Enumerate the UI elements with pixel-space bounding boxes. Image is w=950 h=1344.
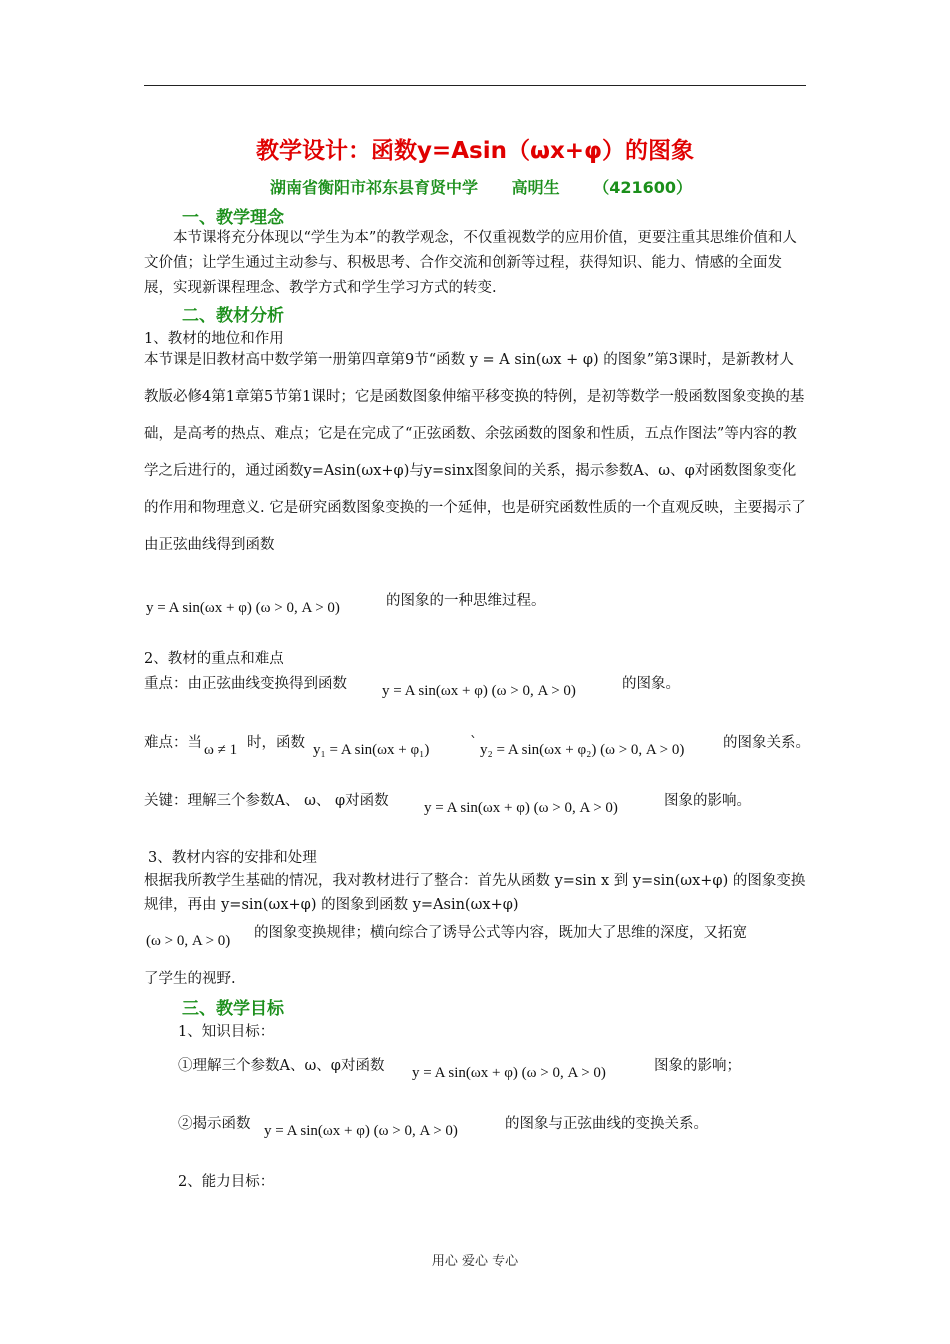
subsection-2-3: 3、教材内容的安排和处理 <box>148 850 317 866</box>
key-point-tail: 的图象。 <box>622 676 680 692</box>
goal-1-label: ①理解三个参数A、ω、φ对函数 <box>178 1058 385 1074</box>
goal-2-formula: y = A sin(ωx + φ) (ω > 0, A > 0) <box>264 1123 458 1139</box>
section-2-3-paragraph: 根据我所教学生基础的情况，我对教材进行了整合：首先从函数 y=sin x 到 y=sin(ωx+φ) 的图象变换规律，再由 y=sin(ωx+φ) 的图象到函数 y=Asin(ωx+φ) <box>144 873 806 913</box>
subsection-3-1: 1、知识目标： <box>178 1024 275 1040</box>
section-heading-3: 三、教学目标 <box>182 999 284 1019</box>
difficulty-formula-2: y₂ = A sin(ωx + φ₂) (ω > 0, A > 0) <box>480 742 685 758</box>
author-zip: （421600） <box>593 178 692 197</box>
subsection-2-2: 2、教材的重点和难点 <box>144 651 284 667</box>
page-title: 教学设计：函数y=Asin（ωx+φ）的图象 <box>255 138 695 164</box>
difficulty-tail: 的图象关系。 <box>723 735 810 751</box>
subsection-2-1: 1、教材的地位和作用 <box>144 331 284 347</box>
goal-2-tail: 的图象与正弦曲线的变换关系。 <box>505 1116 708 1132</box>
section-heading-2: 二、教材分析 <box>182 306 284 326</box>
difficulty-mid: 时，函数 <box>247 735 305 751</box>
section-2-3-last-line: 了学生的视野. <box>144 971 236 987</box>
difficulty-separator: ` <box>470 735 478 751</box>
section-2-1-paragraph: 本节课是旧教材高中数学第一册第四章第9节“函数 y = A sin(ωx + φ) 的图象”第3课时，是新教材人教版必修4第1章第5节第1课时；它是函数图象伸缩平移变换的特例，是初等数学一般函数图象变换的基础，是高考的热点、难点；它是在完成了“正弦函数、余弦函数的图象和性质，五点作图法”等内容的教学之后进行的，通过函数y=Asin(ωx+φ)与y=sinx图象间的关系，揭示参数A、ω、φ对函数图象变化的作用和物理意义. 它是研究函数图象变换的一个延伸，也是研究函数性质的一个直观反映，主要揭示了由正弦曲线得到函数 <box>144 352 806 553</box>
subsection-3-2: 2、能力目标： <box>178 1174 275 1190</box>
author-line <box>270 175 720 198</box>
key-point-formula: y = A sin(ωx + φ) (ω > 0, A > 0) <box>382 683 576 699</box>
section-2-3-tail: 的图象变换规律；横向综合了诱导公式等内容，既加大了思维的深度，又拓宽 <box>254 925 747 941</box>
page-footer: 用心 爱心 专心 <box>431 1254 519 1269</box>
header-rule <box>144 85 806 86</box>
crux-label: 关键：理解三个参数A、 ω、 φ对函数 <box>144 793 389 809</box>
crux-formula: y = A sin(ωx + φ) (ω > 0, A > 0) <box>424 800 618 816</box>
formula-2-1: y = A sin(ωx + φ) (ω > 0, A > 0) <box>146 600 340 616</box>
crux-tail: 图象的影响。 <box>664 793 751 809</box>
difficulty-label: 难点：当 <box>144 735 202 751</box>
author-name: 高明生 <box>511 178 560 197</box>
author-school: 湖南省衡阳市祁东县育贤中学 <box>270 178 479 197</box>
goal-2-label: ②揭示函数 <box>178 1116 251 1132</box>
section-1-paragraph: 本节课将充分体现以“学生为本”的教学观念，不仅重视数学的应用价值，更要注重其思维价值和人文价值；让学生通过主动参与、积极思考、合作交流和创新等过程，获得知识、能力、情感的全面发展，实现新课程理念、教学方式和学生学习方式的转变. <box>144 230 797 296</box>
difficulty-formula-1: y₁ = A sin(ωx + φ₁) <box>313 742 430 758</box>
goal-1-tail: 图象的影响； <box>654 1058 741 1074</box>
key-point-label: 重点：由正弦曲线变换得到函数 <box>144 676 347 692</box>
goal-1-formula: y = A sin(ωx + φ) (ω > 0, A > 0) <box>412 1065 606 1081</box>
difficulty-condition: ω ≠ 1 <box>204 742 238 758</box>
formula-2-1-tail: 的图象的一种思维过程。 <box>386 593 546 609</box>
section-heading-1: 一、教学理念 <box>182 208 284 228</box>
section-2-3-formula: (ω > 0, A > 0) <box>146 933 231 949</box>
